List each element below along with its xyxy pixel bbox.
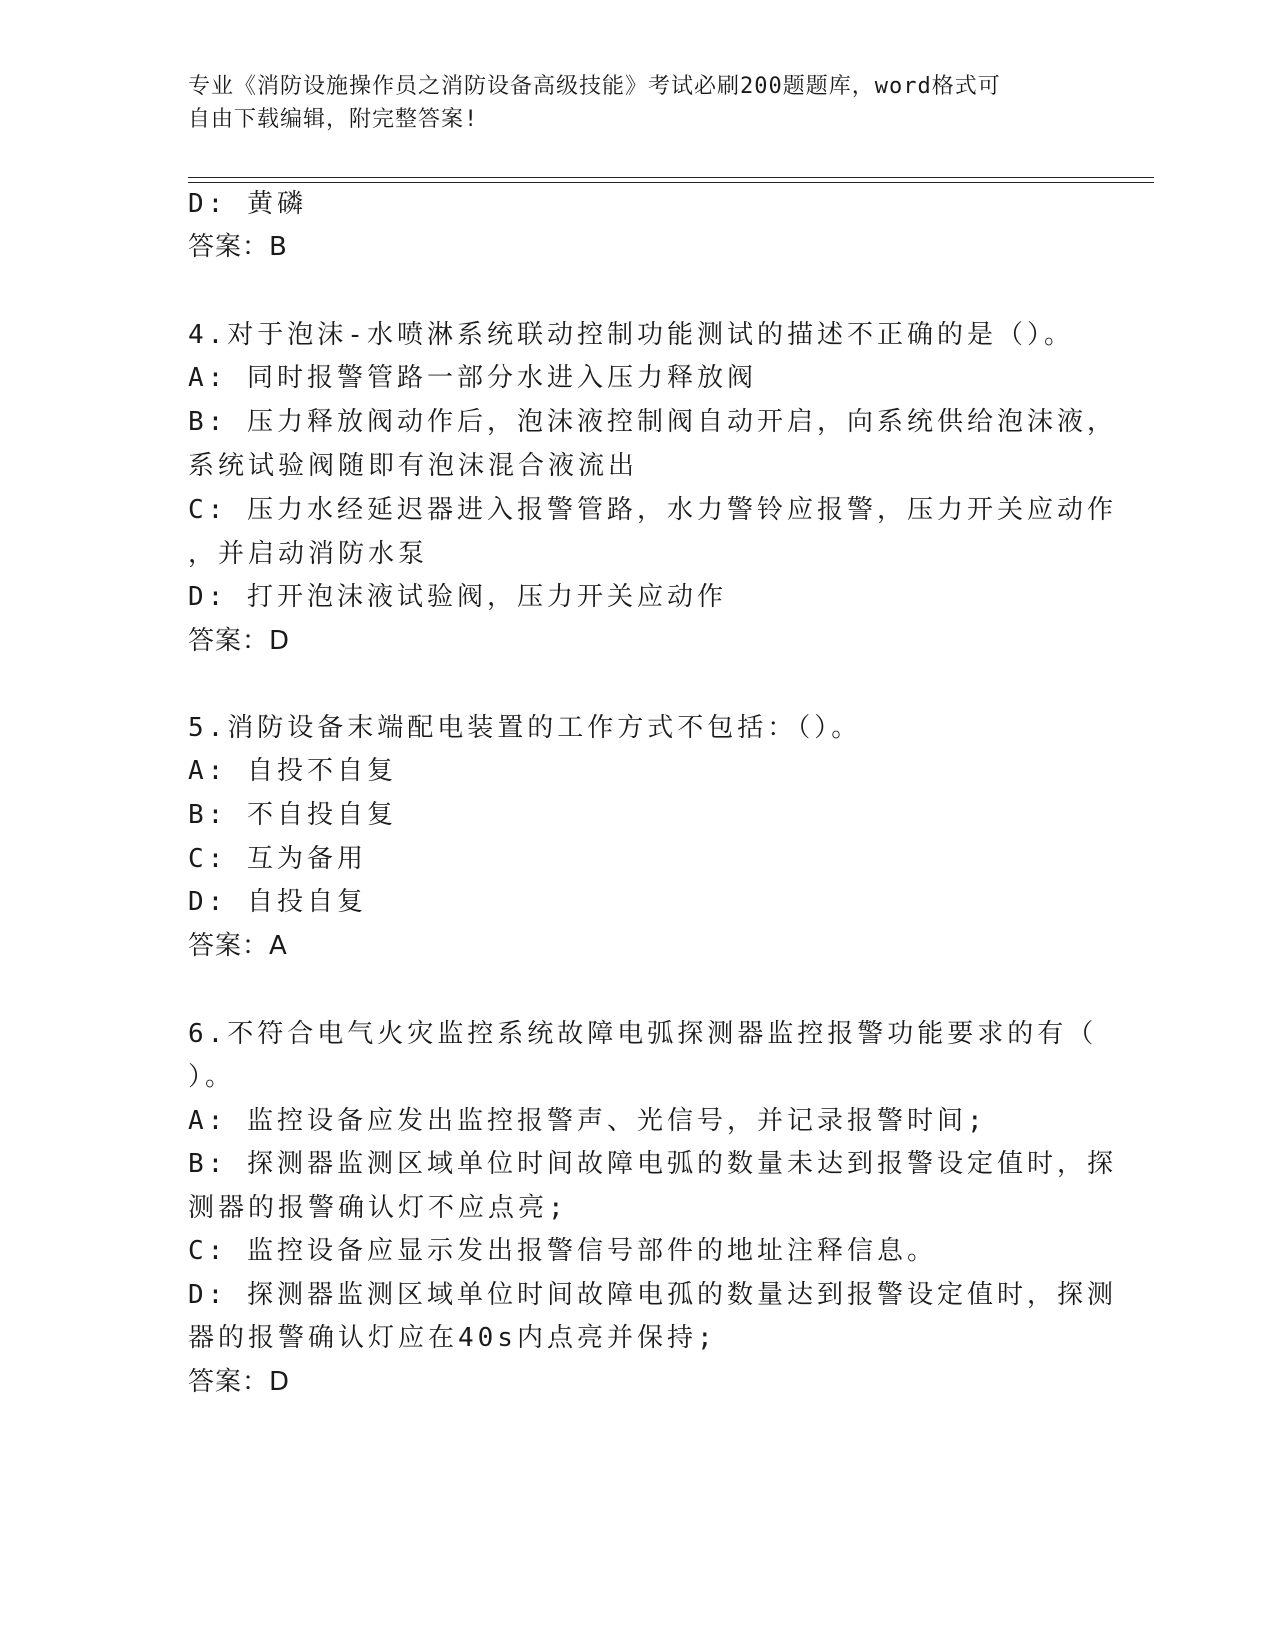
- q3-option-d: D: 黄磷: [188, 189, 307, 219]
- q4-option-c-line-1: C: 压力水经延迟器进入报警管路，水力警铃应报警，压力开关应动作: [188, 495, 1117, 525]
- q5-question: 5.消防设备末端配电装置的工作方式不包括：（）。: [188, 713, 862, 743]
- q6-question-line-1: 6.不符合电气火灾监控系统故障电弧探测器监控报警功能要求的有（: [188, 1019, 1098, 1049]
- header-line-2: 自由下载编辑，附完整答案!: [188, 107, 479, 132]
- q6-answer: 答案：D: [188, 1367, 291, 1397]
- q3-answer: 答案：B: [188, 232, 288, 262]
- page-header: [188, 70, 1068, 136]
- q5-option-b: B: 不自投自复: [188, 800, 397, 830]
- q4-option-c-line-2: ，并启动消防水泵: [188, 539, 429, 569]
- header-divider-bottom: [188, 182, 1154, 183]
- q5-option-c: C: 互为备用: [188, 844, 367, 874]
- q4-option-b-line-2: 系统试验阀随即有泡沫混合液流出: [188, 451, 639, 481]
- q6-option-d-line-2: 器的报警确认灯应在40s内点亮并保持;: [188, 1323, 717, 1353]
- q4-answer: 答案：D: [188, 626, 291, 656]
- header-divider-top: [188, 177, 1154, 178]
- q6-option-a: A: 监控设备应发出监控报警声、光信号，并记录报警时间;: [188, 1106, 987, 1136]
- q6-question-line-2: ）。: [188, 1062, 236, 1092]
- q5-option-d: D: 自投自复: [188, 887, 367, 917]
- q6-option-b-line-2: 测器的报警确认灯不应点亮;: [188, 1193, 568, 1223]
- q4-option-a: A: 同时报警管路一部分水进入压力释放阀: [188, 363, 757, 393]
- q4-question: 4.对于泡沫-水喷淋系统联动控制功能测试的描述不正确的是（）。: [188, 320, 1074, 350]
- q6-option-d-line-1: D: 探测器监测区域单位时间故障电孤的数量达到报警设定值时，探测: [188, 1280, 1117, 1310]
- q5-option-a: A: 自投不自复: [188, 756, 397, 786]
- q4-option-b-line-1: B: 压力释放阀动作后，泡沫液控制阀自动开启，向系统供给泡沫液，: [188, 407, 1117, 437]
- q6-option-c: C: 监控设备应显示发出报警信号部件的地址注释信息。: [188, 1236, 937, 1266]
- q5-answer: 答案：A: [188, 931, 288, 961]
- q6-option-b-line-1: B: 探测器监测区域单位时间故障电弧的数量未达到报警设定值时，探: [188, 1149, 1117, 1179]
- q4-option-d: D: 打开泡沫液试验阀，压力开关应动作: [188, 582, 727, 612]
- header-line-1: 专业《消防设施操作员之消防设备高级技能》考试必刷200题题库，word格式可: [188, 74, 1001, 99]
